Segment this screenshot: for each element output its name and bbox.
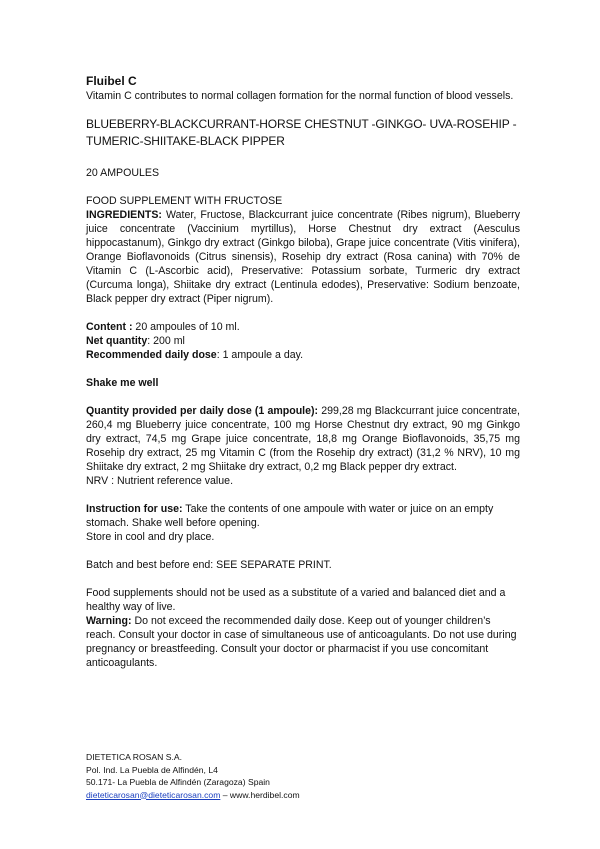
flavours-line-2: TUMERIC-SHIITAKE-BLACK PIPPER — [86, 134, 285, 148]
quantity-label: Quantity provided per daily dose (1 ampoule): — [86, 405, 319, 417]
flavours-list — [86, 116, 520, 150]
daily-dose-line — [86, 348, 520, 362]
email-link[interactable]: dieteticarosan@dieteticarosan.com — [86, 789, 221, 800]
net-quantity-value: : 200 ml — [147, 335, 185, 347]
company-name: DIETETICA ROSAN S.A. — [86, 752, 182, 762]
address-line-1: Pol. Ind. La Puebla de Alfindén, L4 — [86, 764, 218, 775]
warning — [86, 614, 520, 670]
product-title: Fluibel C — [86, 74, 137, 88]
nrv-note: NRV : Nutrient reference value. — [86, 475, 234, 487]
content-value: 20 ampoules of 10 ml. — [132, 321, 240, 333]
flavours-line-1: BLUEBERRY-BLACKCURRANT-HORSE CHESTNUT -GINKGO- UVA-ROSEHIP - — [86, 117, 517, 131]
instruction-text: Take the contents of one ampoule with water or juice on an empty stomach. Shake well before opening. — [86, 503, 494, 529]
content-label: Content : — [86, 321, 133, 333]
ingredients-label: INGREDIENTS: — [86, 209, 162, 221]
net-quantity-line — [86, 334, 520, 348]
ingredients-text: Water, Fructose, Blackcurrant juice concentrate (Ribes nigrum), Blueberry juice concentrate (Vaccinium myrtillus), Horse Chestnut dry extract (Aesculus hippocastanum), Ginkgo dry extract (Ginkgo biloba), Grape juice concentrate (Vitis vinifera), Orange Bioflavonoids (Citrus sinensis), Rosehip dry extract (Rosa canina) with 70% de Vitamin C (L-Ascorbic acid), Preservative: Potassium sorbate, Turmeric dry extract (Curcuma longa), Shiitake dry extract (Lentinula edodes), Preservative: Sodium benzoate, Black pepper dry extract (Piper nigrum). — [86, 209, 520, 305]
supplement-type: FOOD SUPPLEMENT WITH FRUCTOSE — [86, 195, 283, 207]
contact-line — [86, 789, 520, 802]
company-footer — [86, 751, 520, 801]
warning-text: Do not exceed the recommended daily dose. Keep out of younger children’s reach. Consult your doctor in case of simultaneous use of anticoagulants. Do not use during pregnancy or breastfeeding. Consult your doctor or pharmacist if you use concomitant anticoagulants. — [86, 615, 517, 669]
storage-note: Store in cool and dry place. — [86, 531, 215, 543]
content-line — [86, 320, 520, 334]
ampoule-count: 20 AMPOULES — [86, 167, 160, 179]
instruction-label: Instruction for use: — [86, 503, 183, 515]
instructions — [86, 502, 520, 530]
daily-dose-value: : 1 ampoule a day. — [216, 349, 304, 361]
label-document — [86, 74, 520, 670]
net-quantity-label: Net quantity — [86, 335, 148, 347]
batch-note: Batch and best before end: SEE SEPARATE PRINT. — [86, 559, 332, 571]
daily-dose-label: Recommended daily dose — [86, 349, 217, 361]
health-claim: Vitamin C contributes to normal collagen formation for the normal function of blood vessels. — [86, 90, 514, 102]
quantity-per-dose — [86, 404, 520, 474]
warning-label: Warning: — [86, 615, 132, 627]
substitute-note: Food supplements should not be used as a substitute of a varied and balanced diet and a healthy way of live. — [86, 587, 506, 613]
shake-notice: Shake me well — [86, 377, 159, 389]
ingredients — [86, 208, 520, 306]
address-line-2: 50.171- La Puebla de Alfindén (Zaragoza) Spain — [86, 777, 270, 787]
quantity-text: 299,28 mg Blackcurrant juice concentrate, 260,4 mg Blueberry juice concentrate, 100 mg Horse Chestnut dry extract, 90 mg Ginkgo dry extract, 74,5 mg Grape juice concentrate, 18,8 mg Orange Bioflavonoids, 35,75 mg Rosehip dry extract, 25 mg Vitamin C (from the Rosehip dry extract) (31,2 % NRV), 10 mg Shiitake dry extract, 2 mg Shiitake dry extract, 0,2 mg Black pepper dry extract. — [86, 405, 520, 473]
website-text: – www.herdibel.com — [220, 789, 300, 800]
